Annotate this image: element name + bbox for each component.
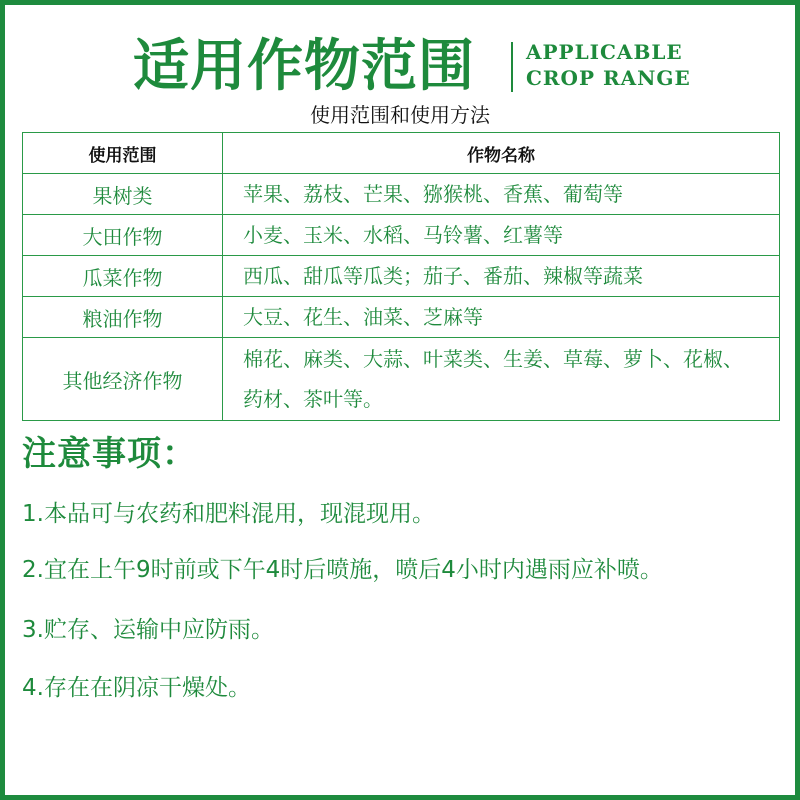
row-category: 大田作物: [23, 215, 223, 256]
table-row: [23, 297, 780, 338]
row-crops: 西瓜、甜瓜等瓜类；茄子、番茄、辣椒等蔬菜: [223, 256, 780, 297]
title-block: [0, 30, 800, 105]
title-english-line2: CROP RANGE: [526, 66, 691, 90]
note-item: 4.存在在阴凉干燥处。: [22, 675, 251, 701]
row-crops: 棉花、麻类、大蒜、叶菜类、生姜、草莓、萝卜、花椒、药材、茶叶等。: [223, 338, 780, 421]
header-usage-scope: 使用范围: [23, 133, 223, 174]
title-divider: [511, 42, 513, 92]
row-crops: 苹果、荔枝、芒果、猕猴桃、香蕉、葡萄等: [223, 174, 780, 215]
row-category: 粮油作物: [23, 297, 223, 338]
title-english: [526, 39, 726, 91]
note-item: 3.贮存、运输中应防雨。: [22, 617, 274, 643]
notes-title: 注意事项：: [22, 434, 197, 474]
note-item: 1.本品可与农药和肥料混用，现混现用。: [22, 501, 435, 527]
table-row: [23, 174, 780, 215]
table-row: [23, 338, 780, 421]
title-english-line1: APPLICABLE: [526, 40, 683, 64]
row-crops: 大豆、花生、油菜、芝麻等: [223, 297, 780, 338]
table-row: [23, 215, 780, 256]
row-category: 果树类: [23, 174, 223, 215]
row-crops: 小麦、玉米、水稻、马铃薯、红薯等: [223, 215, 780, 256]
subtitle: 使用范围和使用方法: [310, 103, 490, 127]
note-item: 2.宜在上午9时前或下午4时后喷施，喷后4小时内遇雨应补喷。: [22, 557, 663, 583]
row-category: 瓜菜作物: [23, 256, 223, 297]
title-chinese: 适用作物范围: [133, 33, 475, 99]
table-row: [23, 256, 780, 297]
crop-range-table: [22, 132, 780, 421]
header-crop-names: 作物名称: [223, 133, 780, 174]
row-category: 其他经济作物: [23, 338, 223, 421]
